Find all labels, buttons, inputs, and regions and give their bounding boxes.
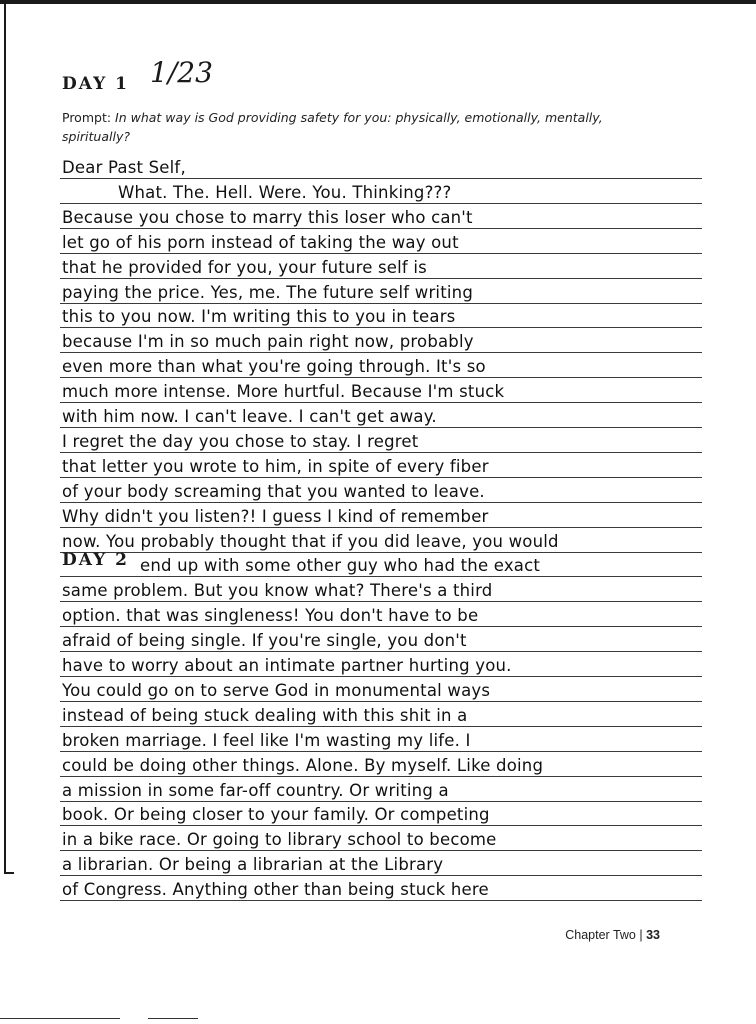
ruled-line: [60, 253, 702, 254]
ruled-line: [60, 352, 702, 353]
day-2-heading: DAY 2: [62, 550, 129, 570]
ruled-line: [60, 427, 702, 428]
ruled-line: [60, 825, 702, 826]
ruled-line: [60, 900, 702, 901]
handwritten-line: of your body screaming that you wanted to leave.: [62, 482, 485, 501]
bottom-scan-line-left: [0, 1018, 120, 1019]
handwritten-line: a mission in some far-off country. Or writing a: [62, 781, 449, 800]
prompt-question: In what way is God providing safety for you: physically, emotionally, mentally, spiritually?: [62, 110, 603, 144]
ruled-line: [60, 701, 702, 702]
ruled-line: [60, 327, 702, 328]
handwritten-line: let go of his porn instead of taking the way out: [62, 233, 459, 252]
ruled-line: [60, 850, 702, 851]
handwritten-line: paying the price. Yes, me. The future self writing: [62, 283, 474, 302]
ruled-line: [60, 776, 702, 777]
ruled-line: [60, 228, 702, 229]
ruled-line: [60, 477, 702, 478]
handwritten-line: this to you now. I'm writing this to you in tears: [62, 307, 456, 326]
bottom-scan-line-mid: [148, 1018, 198, 1019]
ruled-line: [60, 452, 702, 453]
handwritten-line: Because you chose to marry this loser who can't: [62, 208, 473, 227]
ruled-line: [60, 751, 702, 752]
ruled-line: [60, 203, 702, 204]
handwritten-line: could be doing other things. Alone. By myself. Like doing: [62, 756, 544, 775]
page-number: 33: [646, 928, 660, 942]
ruled-line: [60, 626, 702, 627]
ruled-line: [60, 402, 702, 403]
ruled-line: [60, 601, 702, 602]
handwritten-line: Why didn't you listen?! I guess I kind of remember: [62, 507, 489, 526]
ruled-line: [60, 875, 702, 876]
handwritten-line: same problem. But you know what? There's a third: [62, 581, 493, 600]
page-footer: [565, 928, 660, 942]
handwritten-line: afraid of being single. If you're single, you don't: [62, 631, 467, 650]
handwritten-line: broken marriage. I feel like I'm wasting my life. I: [62, 731, 471, 750]
handwritten-line: book. Or being closer to your family. Or competing: [62, 805, 490, 824]
handwritten-line: of Congress. Anything other than being stuck here: [62, 880, 489, 899]
handwritten-line: much more intense. More hurtful. Because I'm stuck: [62, 382, 505, 401]
handwritten-line: end up with some other guy who had the exact: [140, 556, 541, 575]
ruled-line: [60, 178, 702, 179]
handwritten-line: in a bike race. Or going to library school to become: [62, 830, 497, 849]
handwritten-line: I regret the day you chose to stay. I regret: [62, 432, 419, 451]
handwritten-date: 1/23: [150, 56, 213, 89]
day-1-heading: DAY 1: [62, 74, 129, 94]
ruled-line: [60, 552, 702, 553]
ruled-line: [60, 576, 702, 577]
ruled-line: [60, 502, 702, 503]
handwritten-line: What. The. Hell. Were. You. Thinking???: [118, 183, 452, 202]
handwritten-line: that letter you wrote to him, in spite of every fiber: [62, 457, 489, 476]
ruled-line: [60, 303, 702, 304]
handwritten-line: even more than what you're going through. It's so: [62, 357, 486, 376]
ruled-line: [60, 801, 702, 802]
ruled-line: [60, 726, 702, 727]
chapter-label: Chapter Two |: [565, 928, 643, 942]
handwritten-line: instead of being stuck dealing with this shit in a: [62, 706, 468, 725]
ruled-line: [60, 676, 702, 677]
handwritten-line: that he provided for you, your future self is: [62, 258, 427, 277]
ruled-line: [60, 377, 702, 378]
handwritten-line: option. that was singleness! You don't have to be: [62, 606, 479, 625]
handwritten-line: a librarian. Or being a librarian at the Library: [62, 855, 444, 874]
handwritten-line: You could go on to serve God in monumental ways: [62, 681, 491, 700]
handwritten-line: because I'm in so much pain right now, probably: [62, 332, 474, 351]
handwritten-line: have to worry about an intimate partner hurting you.: [62, 656, 512, 675]
handwritten-line: with him now. I can't leave. I can't get away.: [62, 407, 437, 426]
handwritten-line: now. You probably thought that if you did leave, you would: [62, 532, 559, 551]
ruled-line: [60, 527, 702, 528]
prompt-lead: Prompt:: [62, 110, 112, 125]
ruled-line: [60, 651, 702, 652]
handwritten-line: Dear Past Self,: [62, 158, 186, 177]
ruled-line: [60, 278, 702, 279]
